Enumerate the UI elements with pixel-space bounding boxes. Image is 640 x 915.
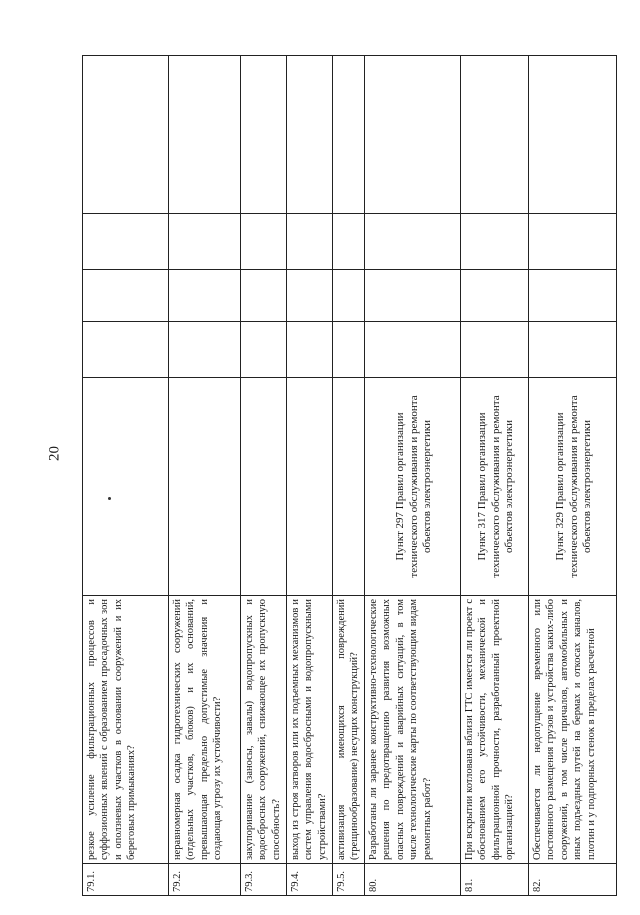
row-number: 82. xyxy=(528,864,616,896)
empty-cell xyxy=(241,56,287,214)
table-row xyxy=(169,56,241,896)
row-number: 79.2. xyxy=(169,864,241,896)
empty-cell xyxy=(528,56,616,214)
empty-cell xyxy=(460,214,528,270)
row-question: резкое усиление фильтрационных процессов и суффозионных явлений с образованием просадочных зон и оползневых участков в основании сооружений и их береговых примыканиях? xyxy=(83,596,169,864)
table-row xyxy=(287,56,333,896)
empty-cell xyxy=(333,322,365,378)
row-question: Разработаны ли заранее конструктивно-технологические решения по предотвращению развития возможных опасных повреждений и аварийных ситуаций, в том числе технологические карты по соответствующим видам ремонтных работ? xyxy=(364,596,460,864)
row-number: 80. xyxy=(364,864,460,896)
row-number: 79.1. xyxy=(83,864,169,896)
empty-cell xyxy=(287,270,333,322)
table-row xyxy=(241,56,287,896)
empty-cell xyxy=(364,322,460,378)
row-number: 79.3. xyxy=(241,864,287,896)
table-row xyxy=(333,56,365,896)
row-question: выход из строя затворов или их подъемных механизмов и систем управления водосбросными и водопропускными устройствами? xyxy=(287,596,333,864)
table-row xyxy=(364,56,460,896)
row-number: 79.5. xyxy=(333,864,365,896)
row-reference: Пункт 297 Правил организации технического обслуживания и ремонта объектов электроэнергетики xyxy=(364,378,460,596)
row-reference xyxy=(83,378,169,596)
empty-cell xyxy=(169,214,241,270)
empty-cell xyxy=(364,270,460,322)
table-row xyxy=(528,56,616,896)
row-question: неравномерная осадка гидротехнических сооружений (отдельных участков, блоков) и их оснований, превышающая предельно допустимые значения и создающая угрозу их устойчивости? xyxy=(169,596,241,864)
empty-cell xyxy=(241,322,287,378)
empty-cell xyxy=(528,214,616,270)
empty-cell xyxy=(528,270,616,322)
empty-cell xyxy=(364,214,460,270)
page-number: 20 xyxy=(46,446,63,461)
empty-cell xyxy=(83,270,169,322)
empty-cell xyxy=(333,214,365,270)
empty-cell xyxy=(364,56,460,214)
empty-cell xyxy=(287,322,333,378)
empty-cell xyxy=(241,214,287,270)
row-question: закупоривание (заносы, завалы) водопропускных и водосбросных сооружений, снижающее их пропускную способность? xyxy=(241,596,287,864)
table-row xyxy=(460,56,528,896)
row-number: 79.4. xyxy=(287,864,333,896)
row-question: активизация имеющихся повреждений (трещинообразование) несущих конструкций? xyxy=(333,596,365,864)
empty-cell xyxy=(460,322,528,378)
empty-cell xyxy=(169,322,241,378)
empty-cell xyxy=(83,322,169,378)
empty-cell xyxy=(287,56,333,214)
empty-cell xyxy=(169,270,241,322)
row-reference: Пункт 317 Правил организации технического обслуживания и ремонта объектов электроэнергетики xyxy=(460,378,528,596)
row-question: Обеспечивается ли недопущение временного или постоянного размещения грузов и устройства каких-либо сооружений, в том числе причалов, автомобильных и иных подъездных путей на бермах и откосах каналов, плотин и у подпорных стенок в пределах расчетной xyxy=(528,596,616,864)
row-reference xyxy=(241,378,287,596)
empty-cell xyxy=(241,270,287,322)
row-question: При вскрытии котлована вблизи ГТС имеется ли проект с обоснованием его устойчивости, механической и фильтрационной прочности, разработанный проектной организацией? xyxy=(460,596,528,864)
checklist-table xyxy=(82,55,617,896)
checklist-table-rotated xyxy=(82,56,614,896)
empty-cell xyxy=(83,56,169,214)
empty-cell xyxy=(460,270,528,322)
row-reference xyxy=(333,378,365,596)
empty-cell xyxy=(528,322,616,378)
empty-cell xyxy=(333,56,365,214)
empty-cell xyxy=(460,56,528,214)
row-reference: Пункт 329 Правил организации технического обслуживания и ремонта объектов электроэнергетики xyxy=(528,378,616,596)
empty-cell xyxy=(287,214,333,270)
row-reference xyxy=(169,378,241,596)
empty-cell xyxy=(169,56,241,214)
empty-cell xyxy=(333,270,365,322)
row-number: 81. xyxy=(460,864,528,896)
row-reference xyxy=(287,378,333,596)
table-row xyxy=(83,56,169,896)
empty-cell xyxy=(83,214,169,270)
